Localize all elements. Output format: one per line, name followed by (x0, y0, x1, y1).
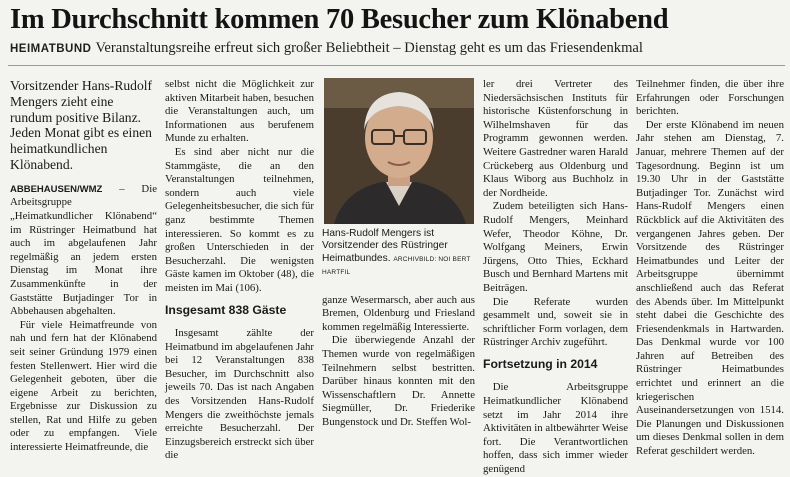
photo-caption (322, 228, 475, 280)
paragraph: Der erste Klönabend im neuen Jahr stehen am Dienstag, 7. Januar, mehrere Themen auf der Tagesordnung. Beginn ist um 19.30 Uhr in der Gaststätte Butjadinger Tor. Zunächst wird Hans-Rudolf Mengers einen Rückblick auf die Aktivitäten des vergangenen Jahres geben. Der Vorsitzende des Rüstringer Heimatbundes und Leiter der Arbeitsgruppe übernimmt anschließend auch das Referat des Abends über. Im Mittelpunkt steht dabei die Geschichte des Friesendenkmals in Hartwarden. Das Denkmal wurde vor 100 Jahren auf Betreiben des Rüstringer Heimatbundes errichtet und erinnert an die kriegerischen Auseinandersetzungen von 1514. Die Planungen und Diskussionen um dieses Denkmal sollen in dem Referat geschildert werden. (636, 118, 784, 458)
dateline: ABBEHAUSEN/WMZ (10, 183, 103, 195)
paragraph: ganze Wesermarsch, aber auch aus Bremen, Oldenburg und Friesland kommen regelmäßig Interessierte. (322, 293, 475, 333)
subheadline-text: Veranstaltungsreihe erfreut sich großer Beliebtheit – Dienstag geht es um das Friesendenkmal (95, 40, 643, 56)
subheading: Insgesamt 838 Gäste (165, 302, 287, 317)
caption-text: Hans-Rudolf Mengers ist Vorsitzender des Rüstringer Heimatbundes. (322, 228, 448, 264)
headline: Im Durchschnitt kommen 70 Besucher zum Klönabend (10, 4, 669, 35)
paragraph: ler drei Vertreter des Niedersächsischen Instituts für historische Küstenforschung in Wilhelmshaven für das Programm gewonnen werden. Weitere Gastredner waren Harald Crückeberg aus Oldenburg und Klaus Wiborg aus Buchholz in der Nordheide. (483, 78, 628, 199)
paragraph: selbst nicht die Möglichkeit zur aktiven Mitarbeit haben, besuchen die Veranstaltungen auch, um Informationen aus berufenem Munde zu erhalten. (165, 78, 314, 145)
column-2 (165, 78, 314, 462)
paragraph: Die Arbeitsgruppe Heimatkundlicher Klönabend setzt im Jahr 2014 ihre Aktivitäten in altbewährter Weise fort. Die Verantwortlichen hoffen, dass sich immer wieder genügend (483, 381, 628, 476)
paragraph: Die Referate wurden gesammelt und, soweit sie in schriftlicher Form vorlagen, dem Rüstringer Archiv zugeführt. (483, 295, 628, 349)
paragraph: Für viele Heimatfreunde von nah und fern hat der Klönabend seit seiner Gründung 1979 einen festen Stellenwert. Hier wird die Gelegenheit geboten, über die eigene Arbeit zu berichten, Ergebnisse zur Diskussion zu stellen, Rat und Hilfe zu geben oder zu empfangen. Viele interessierte Heimatfreunde, die (10, 318, 157, 454)
column-1 (10, 78, 157, 454)
paragraph: Teilnehmer finden, die über ihre Erfahrungen oder Forschungen berichten. (636, 78, 784, 118)
subheadline (10, 40, 785, 57)
lead-paragraph: Vorsitzender Hans-Rudolf Mengers zieht eine rundum positive Bilanz. Jeden Monat gibt es einen heimatkundlichen Klönabend. (10, 78, 153, 172)
rubric-label: HEIMATBUND (10, 43, 92, 55)
paragraph: Insgesamt zählte der Heimatbund im abgelaufenen Jahr bei 12 Veranstaltungen 838 Besucher, im Durchschnitt also jeweils 70. Das ist nach Angaben des Vorsitzenden Hans-Rudolf Mengers die zweithöchste jemals erreichte Besucherzahl. Der Einzugsbereich erstreckt sich über die (165, 327, 314, 462)
photo-credit: ARCHIVBILD: NOI BERT HARTFIL (322, 255, 471, 277)
paragraph-text: – Die Arbeitsgruppe „Heimatkundlicher Klönabend“ im Rüstringer Heimatbund hat auch im abgelaufenen Jahr regelmäßig an jedem ersten Dienstag im Monat ihre Zusammenkünfte in der Gaststätte Butjadinger Tor in Abbehausen abgehalten. (10, 182, 157, 318)
paragraph: Zudem beteiligten sich Hans-Rudolf Mengers, Meinhard Wefer, Theodor Köhne, Dr. Wolfgang Meiners, Erwin Jürgens, Otto Thies, Eckhard Busch und Bernhard Martens mit Beiträgen. (483, 200, 628, 294)
paragraph: Die überwiegende Anzahl der Themen wurde von regelmäßigen Teilnehmern selbst bestritten. Darüber hinaus konnten mit den Wissenschaftlern Dr. Annette Siegmüller, Dr. Friederike Bungenstock und Dr. Steffen Wol- (322, 334, 475, 428)
subheading: Fortsetzung in 2014 (483, 356, 598, 371)
column-5 (636, 78, 784, 458)
portrait-image (324, 78, 474, 224)
paragraph (10, 183, 157, 319)
column-4 (483, 78, 628, 476)
portrait-photo (324, 78, 474, 224)
headline-divider (8, 65, 785, 66)
paragraph: Es sind aber nicht nur die Stammgäste, die an den Veranstaltungen teilnehmen, sondern auch viele Gelegenheitsbesucher, die sich für ganz bestimmte Themen interessieren. So kommt es zu großen Unterschieden in der Besucherzahl. Die wenigsten Gäste kamen im Oktober (48), die meisten im Mai (106). (165, 145, 314, 294)
column-3 (322, 78, 475, 428)
